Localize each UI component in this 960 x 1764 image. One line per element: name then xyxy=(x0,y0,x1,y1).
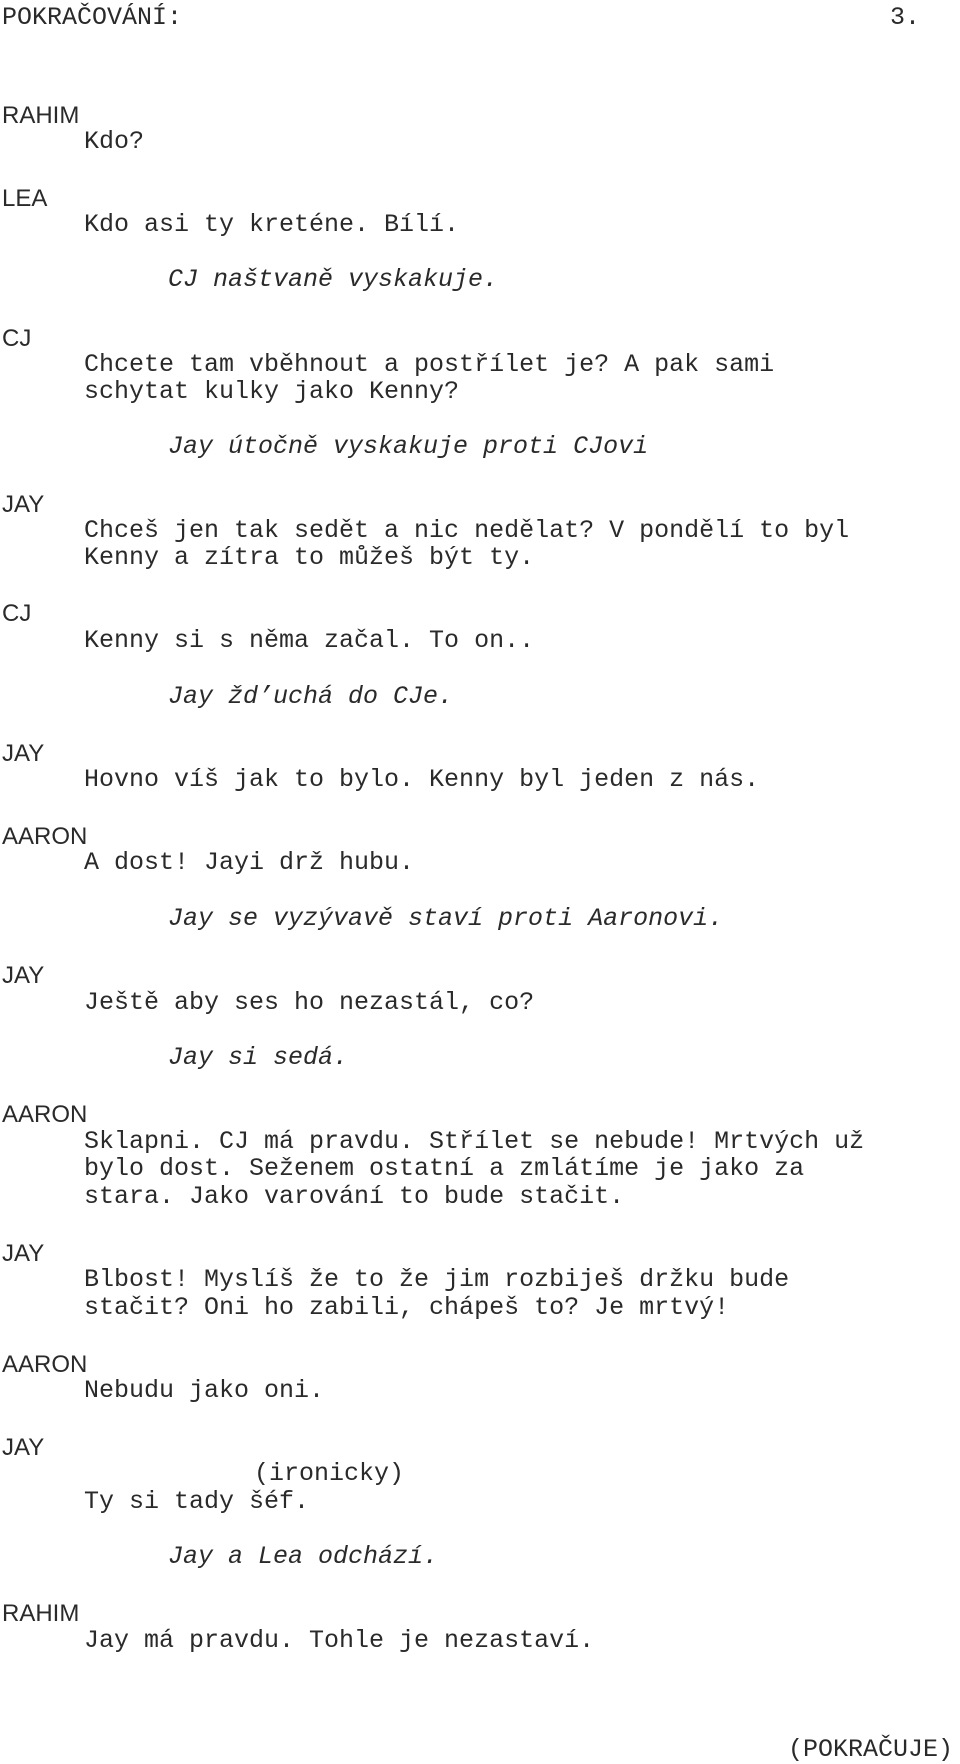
dialogue-line: Ještě aby ses ho nezastál, co? xyxy=(84,988,535,1017)
dialogue-line: stara. Jako varování to bude stačit. xyxy=(84,1182,625,1211)
dialogue-line: Kdo? xyxy=(84,127,145,156)
dialogue-line: A dost! Jayi drž hubu. xyxy=(84,848,415,877)
action-line: Jay si sedá. xyxy=(168,1043,349,1072)
character-name: JAY xyxy=(2,1434,45,1461)
character-name: AARON xyxy=(2,1351,88,1378)
action-line: Jay žd’uchá do CJe. xyxy=(168,682,454,711)
action-line: Jay se vyzývavě staví proti Aaronovi. xyxy=(168,904,724,933)
dialogue-line: Blbost! Myslíš že to že jim rozbiješ držku bude xyxy=(84,1265,790,1294)
action-line: Jay útočně vyskakuje proti CJovi xyxy=(168,432,649,461)
character-name: LEA xyxy=(2,185,48,212)
dialogue-line: bylo dost. Seženem ostatní a zmlátíme je jako za xyxy=(84,1154,805,1183)
page-number: 3. xyxy=(890,3,921,32)
dialogue-line: Kenny a zítra to můžeš být ty. xyxy=(84,543,535,572)
continued-footer: (POKRAČUJE) xyxy=(788,1735,954,1764)
continued-header: POKRAČOVÁNÍ: xyxy=(2,3,183,32)
dialogue-line: Nebudu jako oni. xyxy=(84,1376,325,1405)
dialogue-line: Kdo asi ty kreténe. Bílí. xyxy=(84,210,460,239)
character-name: RAHIM xyxy=(2,1600,80,1627)
dialogue-line: Sklapni. CJ má pravdu. Střílet se nebude! Mrtvých už xyxy=(84,1127,865,1156)
dialogue-line: Jay má pravdu. Tohle je nezastaví. xyxy=(84,1626,595,1655)
parenthetical: (ironicky) xyxy=(254,1459,405,1488)
action-line: CJ naštvaně vyskakuje. xyxy=(168,265,499,294)
character-name: AARON xyxy=(2,1101,88,1128)
character-name: JAY xyxy=(2,491,45,518)
dialogue-line: Chceš jen tak sedět a nic nedělat? V pondělí to byl xyxy=(84,516,850,545)
dialogue-line: stačit? Oni ho zabili, chápeš to? Je mrtvý! xyxy=(84,1293,730,1322)
character-name: JAY xyxy=(2,1240,45,1267)
character-name: JAY xyxy=(2,740,45,767)
character-name: CJ xyxy=(2,600,32,627)
character-name: AARON xyxy=(2,823,88,850)
action-line: Jay a Lea odchází. xyxy=(168,1542,439,1571)
character-name: JAY xyxy=(2,962,45,989)
dialogue-line: Kenny si s něma začal. To on.. xyxy=(84,626,535,655)
dialogue-line: Chcete tam vběhnout a postřílet je? A pak sami xyxy=(84,350,775,379)
character-name: RAHIM xyxy=(2,102,80,129)
dialogue-line: Hovno víš jak to bylo. Kenny byl jeden z nás. xyxy=(84,765,760,794)
dialogue-line: Ty si tady šéf. xyxy=(84,1487,310,1516)
character-name: CJ xyxy=(2,325,32,352)
dialogue-line: schytat kulky jako Kenny? xyxy=(84,377,460,406)
